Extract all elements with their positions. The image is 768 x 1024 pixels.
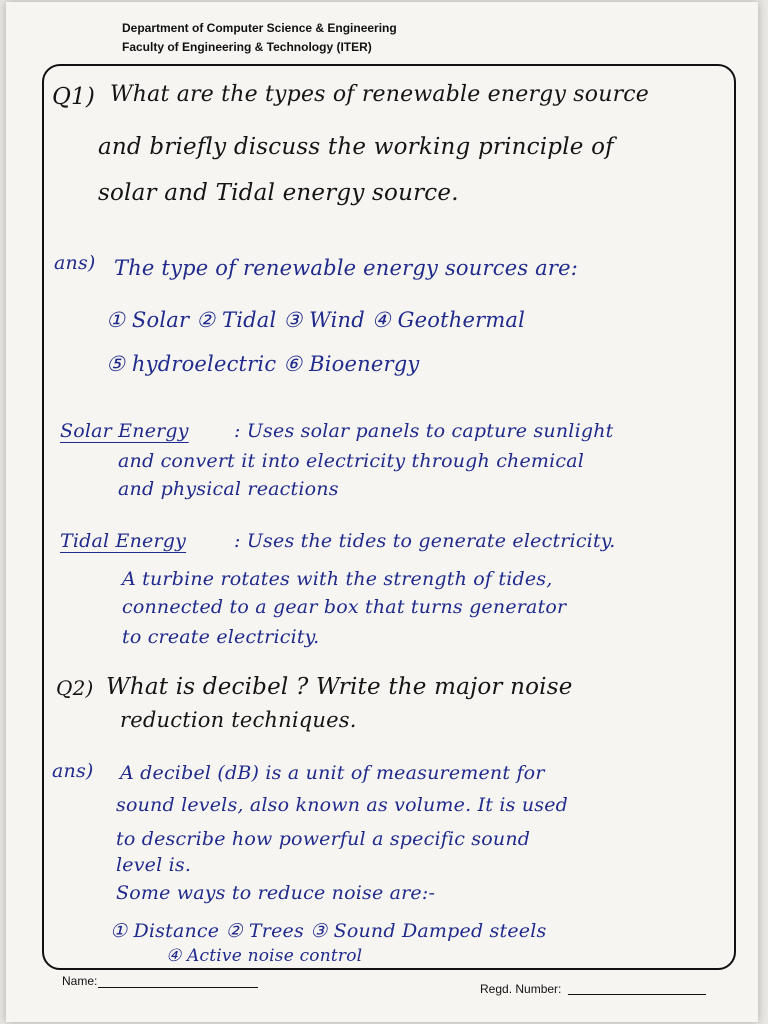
- q2-line1: What is decibel ? Write the major noise: [106, 674, 573, 700]
- q1-line3: solar and Tidal energy source.: [98, 180, 459, 206]
- a1-types-row2: ⑤ hydroelectric ⑥ Bioenergy: [106, 352, 420, 376]
- a1-types-row1: ① Solar ② Tidal ③ Wind ④ Geothermal: [106, 308, 526, 332]
- a2-ways-row2: ④ Active noise control: [166, 946, 363, 966]
- q2-line2: reduction techniques.: [120, 708, 357, 732]
- name-line: [98, 987, 258, 988]
- solar-line2: and convert it into electricity through chemical: [118, 450, 585, 472]
- solar-heading: Solar Energy: [60, 420, 189, 442]
- a1-intro: The type of renewable energy sources are:: [114, 256, 579, 280]
- department-title: Department of Computer Science & Engineering: [122, 21, 397, 35]
- tidal-heading: Tidal Energy: [60, 530, 187, 552]
- a2-line4: level is.: [116, 854, 192, 876]
- q1-label: Q1): [52, 84, 96, 110]
- name-label: Name:: [62, 974, 98, 988]
- faculty-title: Faculty of Engineering & Technology (ITER): [122, 40, 372, 54]
- solar-line1: : Uses solar panels to capture sunlight: [234, 420, 614, 442]
- tidal-line4: to create electricity.: [122, 626, 320, 648]
- a1-label: ans): [54, 252, 96, 274]
- tidal-line3: connected to a gear box that turns generator: [122, 596, 567, 618]
- q2-label: Q2): [56, 676, 94, 700]
- solar-line3: and physical reactions: [118, 478, 339, 500]
- q1-line2: and briefly discuss the working principle of: [98, 134, 614, 160]
- a2-line1: A decibel (dB) is a unit of measurement for: [120, 762, 545, 784]
- regd-number-line: [568, 994, 706, 995]
- tidal-line1: : Uses the tides to generate electricity.: [234, 530, 616, 552]
- a2-line2: sound levels, also known as volume. It is used: [116, 794, 569, 816]
- a2-line3: to describe how powerful a specific sound: [116, 828, 531, 850]
- answer-sheet: [6, 2, 758, 1022]
- q1-line1: What are the types of renewable energy source: [110, 82, 650, 107]
- regd-number-label: Regd. Number:: [480, 982, 562, 996]
- a2-ways-row1: ① Distance ② Trees ③ Sound Damped steels: [110, 920, 547, 942]
- a2-label: ans): [52, 760, 94, 782]
- tidal-line2: A turbine rotates with the strength of tides,: [122, 568, 553, 590]
- a2-line5: Some ways to reduce noise are:-: [116, 882, 436, 904]
